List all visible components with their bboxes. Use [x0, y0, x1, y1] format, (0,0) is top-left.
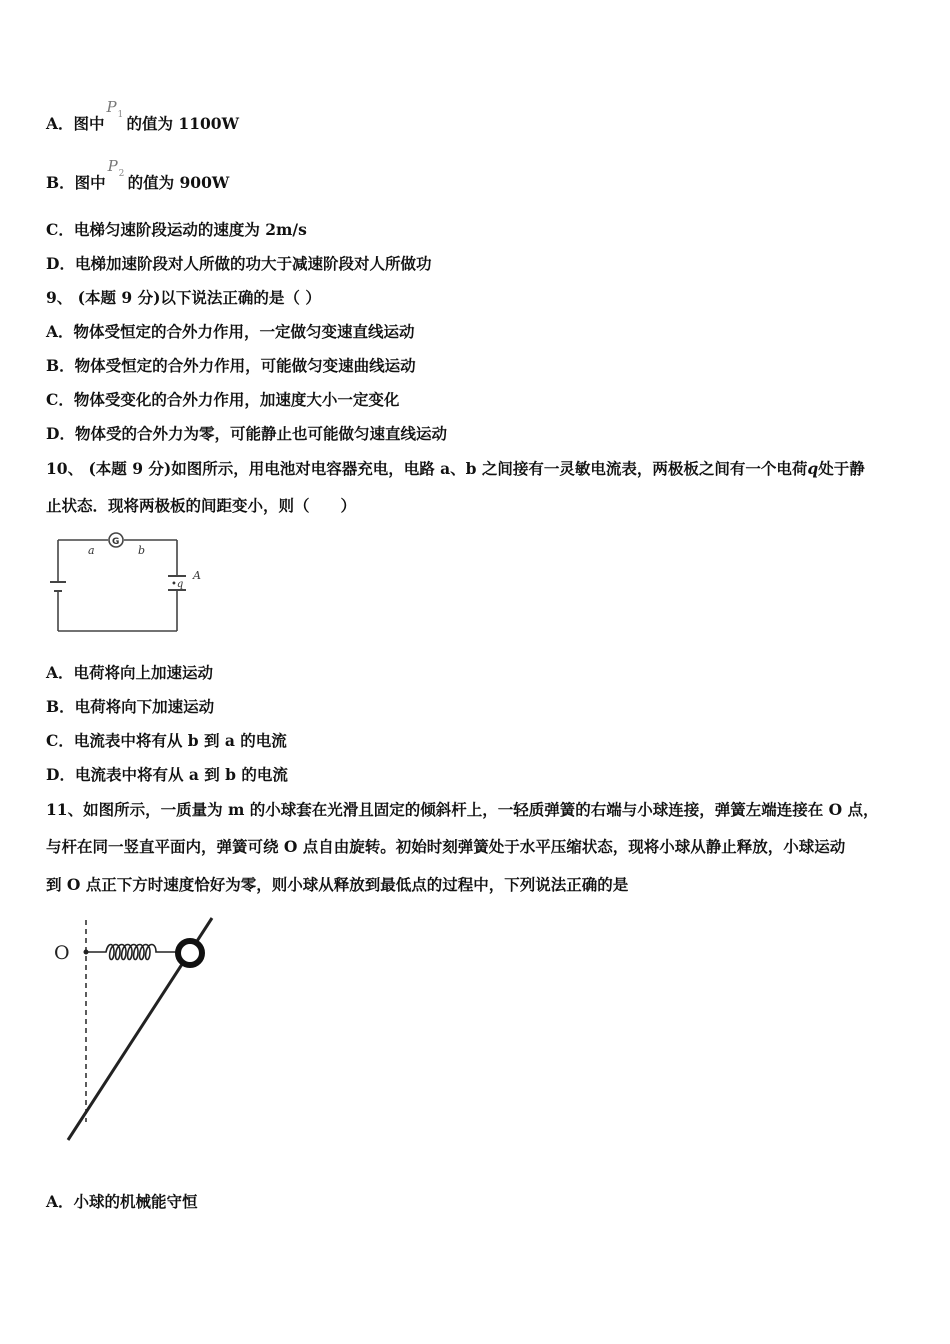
q8-option-a: A．图中 P 1 的值为 1100W — [46, 98, 239, 133]
plate-a-label: A — [193, 569, 201, 582]
q9-option-c: C．物体受变化的合外力作用，加速度大小一定变化 — [46, 390, 400, 409]
q9-stem: 9、 (本题 9 分)以下说法正确的是（ ） — [46, 288, 321, 307]
q8-option-b: B．图中 P 2 的值为 900W — [46, 157, 230, 192]
q9-option-b: B．物体受恒定的合外力作用，可能做匀变速曲线运动 — [46, 356, 416, 375]
capacitor-circuit-figure — [46, 528, 208, 638]
q10-option-d: D．电流表中将有从 a 到 b 的电流 — [46, 765, 288, 784]
label-b: b — [138, 544, 146, 557]
q11-option-a: A．小球的机械能守恒 — [46, 1192, 198, 1211]
q10-option-b: B．电荷将向下加速运动 — [46, 697, 215, 716]
q11-stem-line3: 到 O 点正下方时速度恰好为零，则小球从释放到最低点的过程中，下列说法正确的是 — [46, 875, 629, 894]
q11-stem-line2: 与杆在同一竖直平面内，弹簧可绕 O 点自由旋转。初始时刻弹簧处于水平压缩状态，现将小球从静止释放，小球运动 — [46, 837, 846, 856]
p2-symbol: P 2 — [107, 157, 125, 179]
q10-stem-line1: 10、 (本题 9 分)如图所示，用电池对电容器充电，电路 a、b 之间接有一灵敏电流表，两极板之间有一个电荷q处于静 — [46, 459, 865, 478]
point-o-label: O — [54, 942, 70, 964]
q9-option-d: D．物体受的合外力为零，可能静止也可能做匀速直线运动 — [46, 424, 447, 443]
q11-stem-line1: 11、如图所示，一质量为 m 的小球套在光滑且固定的倾斜杆上，一轻质弹簧的右端与小球连接，弹簧左端连接在 O 点， — [46, 800, 879, 819]
galvanometer-label: G — [112, 537, 120, 547]
q8-option-d: D．电梯加速阶段对人所做的功大于减速阶段对人所做功 — [46, 254, 432, 273]
q8-option-c: C．电梯匀速阶段运动的速度为 2m/s — [46, 220, 307, 239]
ball — [178, 941, 202, 965]
q10-option-a: A．电荷将向上加速运动 — [46, 663, 214, 682]
spring-rod-figure — [50, 912, 220, 1144]
spring — [86, 945, 178, 960]
q9-option-a: A．物体受恒定的合外力作用，一定做匀变速直线运动 — [46, 322, 415, 341]
charge-q-label: •q — [171, 579, 184, 590]
q10-stem-line2: 止状态．现将两极板的间距变小，则（ ） — [46, 496, 357, 515]
label-a: a — [88, 544, 95, 557]
q10-option-c: C．电流表中将有从 b 到 a 的电流 — [46, 731, 287, 750]
p1-symbol: P 1 — [106, 98, 124, 120]
